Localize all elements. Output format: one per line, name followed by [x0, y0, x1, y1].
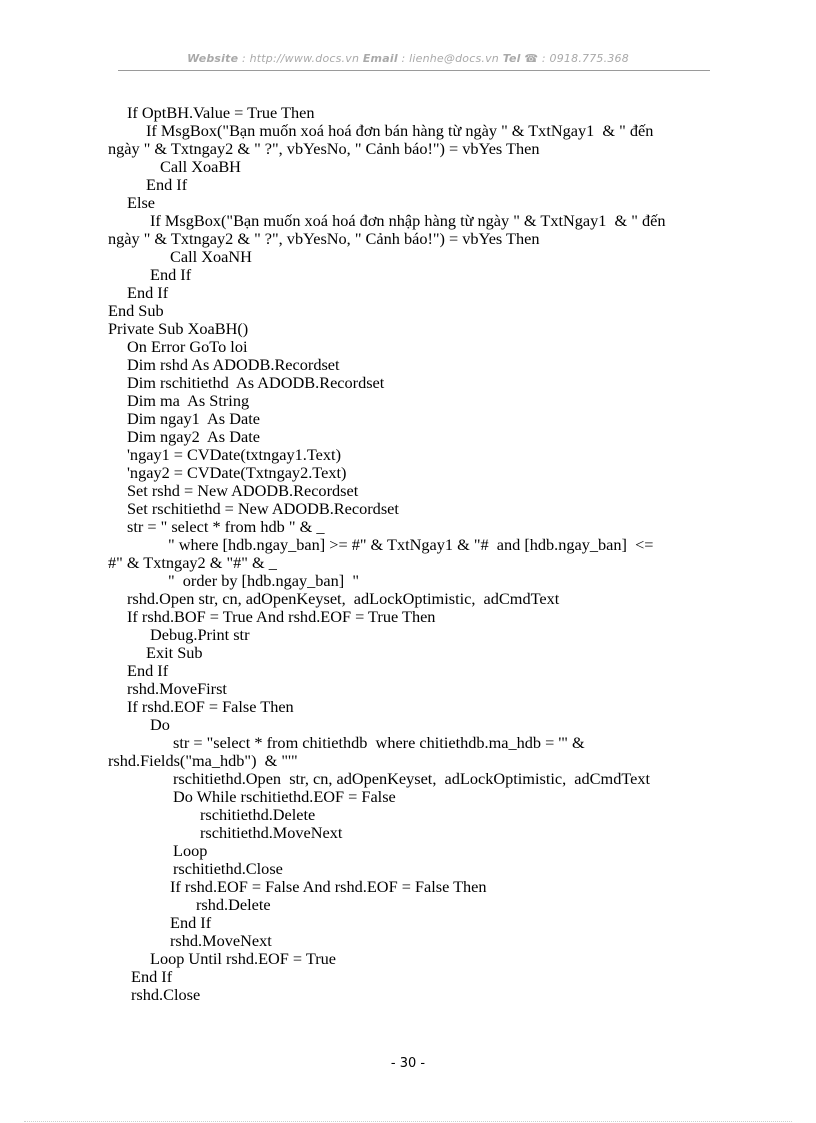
code-line: str = " select * from hdb " & _ [127, 517, 325, 536]
code-line: If rshd.EOF = False And rshd.EOF = False Then [170, 877, 487, 896]
code-line: Private Sub XoaBH() [108, 319, 249, 338]
code-line: rschitiethd.MoveNext [200, 823, 343, 842]
code-line: If MsgBox("Bạn muốn xoá hoá đơn bán hàng từ ngày " & TxtNgay1 & " đến [146, 121, 654, 140]
code-line: Dim rshd As ADODB.Recordset [127, 355, 340, 374]
email-label: Email [362, 52, 398, 65]
code-line: " order by [hdb.ngay_ban] " [168, 571, 359, 590]
code-line: End If [127, 661, 169, 680]
page-number: - 30 - [390, 1056, 426, 1071]
code-line: Dim rschitiethd As ADODB.Recordset [127, 373, 385, 392]
code-line: Exit Sub [146, 643, 203, 662]
code-line: Loop [173, 841, 208, 860]
code-line: On Error GoTo loi [127, 337, 248, 356]
code-line: ngày " & Txtngay2 & " ?", vbYesNo, " Cảnh báo!") = vbYes Then [108, 229, 540, 248]
footer-divider [24, 1121, 792, 1122]
tel-value: 0918.775.368 [549, 52, 629, 65]
email-value[interactable]: lienhe@docs.vn [409, 52, 499, 65]
code-line: Loop Until rshd.EOF = True [150, 949, 337, 968]
code-line: End If [170, 913, 212, 932]
code-line: End If [131, 967, 173, 986]
code-line: rshd.Fields("ma_hdb") & "'" [108, 751, 298, 770]
code-line: Do While rschitiethd.EOF = False [173, 787, 396, 806]
code-line: Call XoaNH [170, 247, 252, 266]
code-line: rshd.MoveFirst [127, 679, 227, 698]
code-line: Do [150, 715, 170, 734]
code-line: rshd.Delete [196, 895, 271, 914]
code-line: #" & Txtngay2 & "#" & _ [108, 553, 277, 572]
code-line: ngày " & Txtngay2 & " ?", vbYesNo, " Cảnh báo!") = vbYes Then [108, 139, 540, 158]
code-line: rshd.Open str, cn, adOpenKeyset, adLockOptimistic, adCmdText [127, 589, 560, 608]
tel-label: Tel [502, 52, 521, 65]
code-line: Dim ma As String [127, 391, 250, 410]
code-line: Call XoaBH [160, 157, 241, 176]
website-label: Website [187, 52, 239, 65]
header-divider [118, 70, 710, 71]
code-line: End If [146, 175, 188, 194]
code-line: rschitiethd.Close [173, 859, 283, 878]
page-header: Website : http://www.docs.vn Email : lienhe@docs.vn Tel ☎ : 0918.775.368 [187, 52, 629, 65]
code-line: Else [127, 193, 156, 212]
code-line: Set rschitiethd = New ADODB.Recordset [127, 499, 399, 518]
code-line: Dim ngay1 As Date [127, 409, 260, 428]
code-line: rshd.MoveNext [170, 931, 272, 950]
website-url[interactable]: http://www.docs.vn [249, 52, 360, 65]
code-line: rshd.Close [131, 985, 201, 1004]
code-line: rschitiethd.Delete [200, 805, 316, 824]
code-line: End If [150, 265, 192, 284]
code-line: If rshd.EOF = False Then [127, 697, 294, 716]
code-line: " where [hdb.ngay_ban] >= #" & TxtNgay1 & "# and [hdb.ngay_ban] <= [168, 535, 654, 554]
code-line: Debug.Print str [150, 625, 250, 644]
code-line: End If [127, 283, 169, 302]
code-line: Dim ngay2 As Date [127, 427, 260, 446]
code-line: If OptBH.Value = True Then [127, 103, 315, 122]
code-line: If MsgBox("Bạn muốn xoá hoá đơn nhập hàng từ ngày " & TxtNgay1 & " đến [150, 211, 666, 230]
code-line: str = "select * from chitiethdb where chitiethdb.ma_hdb = '" & [173, 733, 585, 752]
code-line: Set rshd = New ADODB.Recordset [127, 481, 359, 500]
code-line: rschitiethd.Open str, cn, adOpenKeyset, adLockOptimistic, adCmdText [173, 769, 651, 788]
phone-icon: ☎ [524, 52, 539, 65]
code-line: 'ngay2 = CVDate(Txtngay2.Text) [127, 463, 347, 482]
code-line: 'ngay1 = CVDate(txtngay1.Text) [127, 445, 341, 464]
code-line: If rshd.BOF = True And rshd.EOF = True Then [127, 607, 436, 626]
code-line: End Sub [108, 301, 164, 320]
